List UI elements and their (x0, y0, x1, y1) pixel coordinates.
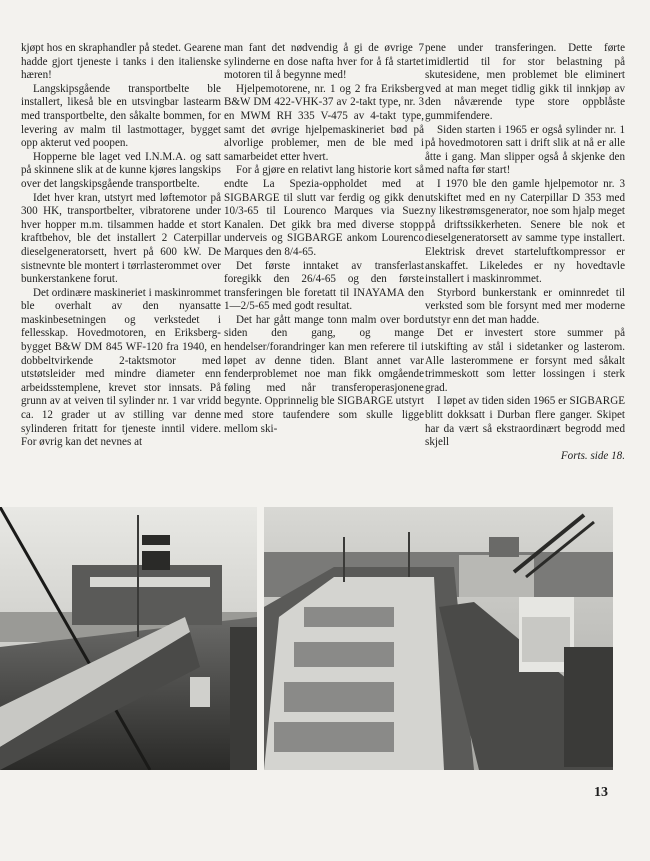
paragraph: Det er investert store summer på utskifting av stål i sidetanker og lasterom. Alle lasterommene er forsynt med såkalt trimmeskott som letter lossingen i sterk grad. (425, 327, 625, 394)
page-number: 13 (594, 785, 608, 800)
paragraph: I 1970 ble den gamle hjelpemotor nr. 3 utskiftet med en ny Caterpillar D 353 med ny likestrømsgenerator, noe som hjalp meget på driftssikkerheten. Senere ble nok et dieselgeneratorsett av samme type installert. Elektrisk drevet starteluftkompressor er anskaffet. Likeledes er ny hovedtavle installert i maskinrommet. (425, 177, 625, 286)
paragraph: For å gjøre en relativt lang historie kort så endte La Spezia-oppholdet med at SIGBARGE til slutt var ferdig og gikk den 10/3-65 til Lourenco Marques via Suez Kanalen. Det gikk bra med diverse stopp underveis og SIGBARGE ankom Lourenco Marques den 8/4-65. (224, 164, 424, 258)
paragraph: Hopperne ble laget ved I.N.M.A. og satt på skinnene slik at de kunne kjøres langskips over det langskipsgående transportbelte. (21, 150, 221, 190)
paragraph: Hjelpemotorene, nr. 1 og 2 fra Eriksberg B&W DM 422-VHK-37 av 2-takt type, nr. 3 en MWM RH 335 V-475 av 4-takt type, samt det øvrige hjelpemaskineriet bød på alvorlige problemer, men de ble med i samarbeidet etter hvert. (224, 82, 424, 163)
ship-deck-photo-right (264, 507, 613, 770)
text-column-3 (425, 42, 625, 463)
paragraph: pene under transferingen. Dette førte imidlertid til for stor belastning på skutesidene, men problemet ble eliminert ved at man meget tidlig gikk til innkjøp av den nåværende type store oppblåste gummifendere. (425, 42, 625, 122)
paragraph: man fant det nødvendig å gi de øvrige 7 sylinderne en dose nafta hver for å få startet motoren til å begynne med! (224, 42, 424, 82)
paragraph: I løpet av tiden siden 1965 er SIGBARGE blitt dokksatt i Durban flere ganger. Skipet har da vært så ekstraordinært begrodd med skjell (425, 395, 625, 449)
text-column-1 (21, 42, 221, 450)
paragraph: Det ordinære maskineriet i maskinrommet ble overhalt av den nyansatte maskinbesetningen og verkstedet i fellesskap. Hovedmotoren, en Eriksberg-bygget B&W DM 845 WF-120 fra 1940, en dobbeltvirkende 2-taktsmotor med utstøtsleider med mindre diameter enn arbeidsstemplene, krevet stor innsats. På grunn av at veiven til sylinder nr. 1 var vridd ca. 12 grader ut av stilling var denne sylinderen fritatt for tjeneste inntil videre. For øvrig kan det nevnes at (21, 286, 221, 449)
paragraph: Langskipsgående transportbelte ble installert, likeså ble en utsvingbar lastearm med transportbelte, den såkalte bommen, for levering av malm til lastmottager, bygget opp akterut ved poopen. (21, 82, 221, 150)
paragraph: kjøpt hos en skraphandler på stedet. Gearene hadde gjort tjeneste i tanks i den italienske hæren! (21, 42, 221, 82)
paragraph: Det har gått mange tonn malm over bord siden den gang, og mange hendelser/forandringer kan men referere til i løpet av denne tiden. Blant annet var fenderproblemet noe man fikk omgående føling med når transferoperasjonene begynte. Opprinnelig ble SIGBARGE utstyrt med store taufendere som skulle ligge mellom ski- (224, 313, 424, 435)
paragraph: Styrbord bunkerstank er ominnredet til verksted som ble forsynt med mer moderne utstyr enn det man hadde. (425, 286, 625, 326)
ship-deck-photo-left (0, 507, 257, 770)
paragraph: Siden starten i 1965 er også sylinder nr. 1 på hovedmotoren satt i drift slik at nå er alle åtte i gang. Man slipper også å skjenke den med nafta før start! (425, 123, 625, 177)
paragraph: Idet hver kran, utstyrt med løftemotor på 300 HK, transportbelter, vibratorene under hver hopper m.m. tilsammen hadde et stort kraftbehov, ble det installert 2 Caterpillar dieselgeneratorsett, hvert på 600 kW. De sistnevnte ble montert i tørrlasterommet over bunkerstankene forut. (21, 191, 221, 286)
continuation-note: Forts. side 18. (560, 449, 625, 462)
paragraph: Det første inntaket av transferlast foregikk den 26/4-65 og den første transferingen ble foretatt til INAYAMA den 1—2/5-65 med godt resultat. (224, 259, 424, 313)
text-column-2 (224, 42, 424, 436)
